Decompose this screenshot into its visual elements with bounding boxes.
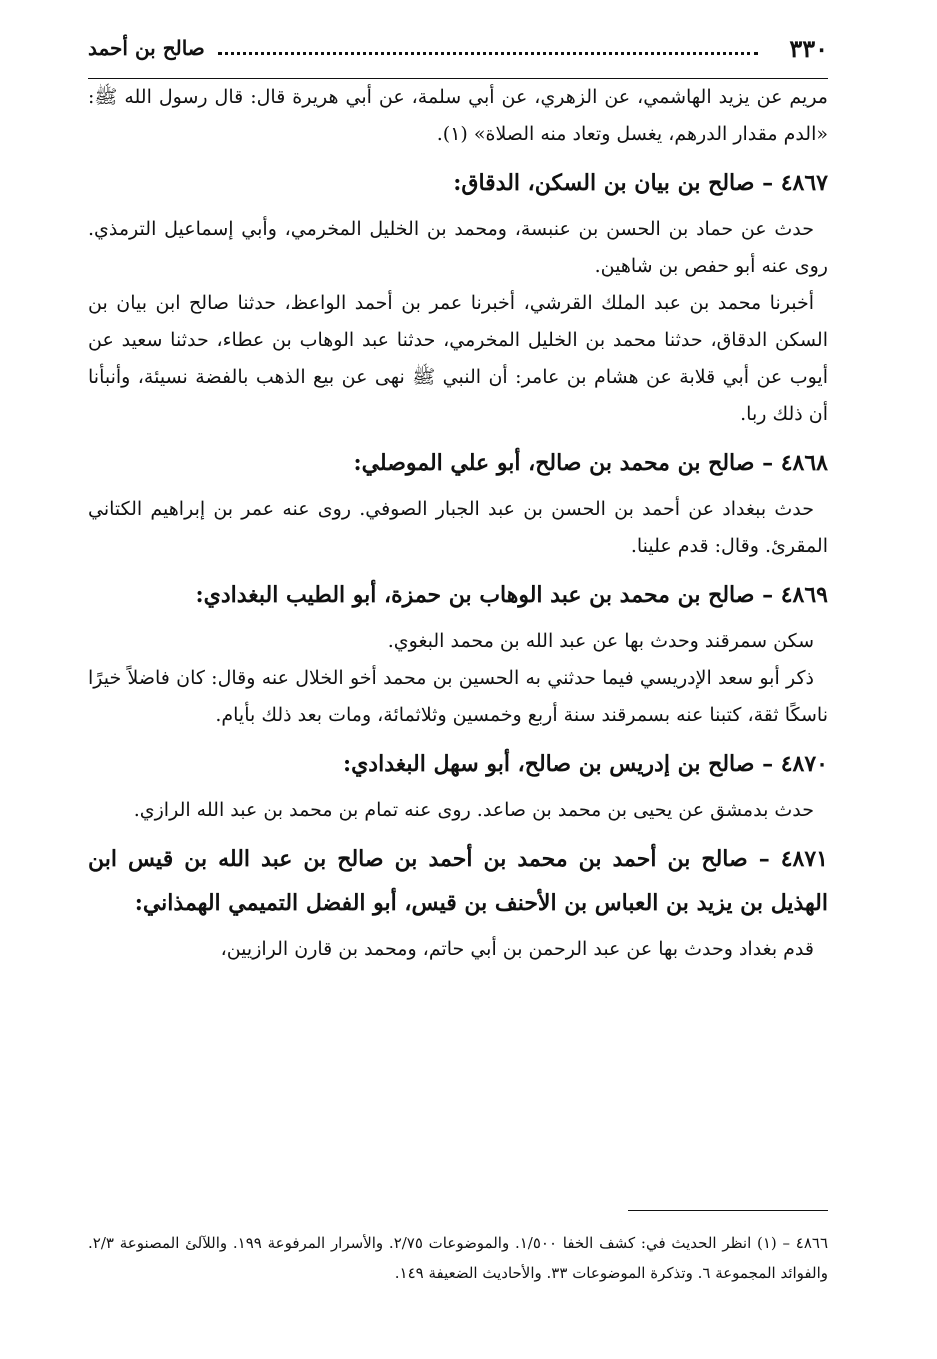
running-header	[88, 30, 828, 79]
entry-4867	[88, 161, 828, 433]
entry-heading: ٤٨٦٧ – صالح بن بيان بن السكن، الدقاق:	[453, 170, 828, 196]
footnote-separator	[628, 1210, 828, 1211]
entry-paragraph: سكن سمرقند وحدث بها عن عبد الله بن محمد البغوي.	[387, 630, 814, 652]
entry-paragraph: أخبرنا محمد بن عبد الملك القرشي، أخبرنا عمر بن أحمد الواعظ، حدثنا صالح ابن بيان بن السكن الدقاق، حدثنا محمد بن الخليل المخرمي، حدثنا عبد الوهاب بن عطاء، حدثنا سعيد عن أيوب عن أبي قلابة عن هشام بن عامر: أن النبي ﷺ نهى عن بيع الذهب بالفضة نسيئة، وأنبأنا أن ذلك ربا.	[88, 292, 828, 425]
entry-heading: ٤٨٧١ – صالح بن أحمد بن محمد بن أحمد بن صالح بن عبد الله بن قيس ابن الهذيل بن يزيد بن العباس بن الأحنف بن قيس، أبو الفضل التميمي الهمذاني:	[88, 846, 828, 916]
entry-paragraph: حدث بدمشق عن يحيى بن محمد بن صاعد. روى عنه تمام بن محمد بن عبد الله الرازي.	[133, 799, 814, 821]
footnotes: ٤٨٦٦ – (١) انظر الحديث في: كشف الخفا ١/٥٠٠. والموضوعات ٢/٧٥. والأسرار المرفوعة ١٩٩. واللآلئ المصنوعة ٢/٣. والفوائد المجموعة ٦. وتذكرة الموضوعات ٣٣. والأحاديث الضعيفة ١٤٩.	[88, 1234, 829, 1282]
entry-heading: ٤٨٦٨ – صالح بن محمد بن صالح، أبو علي الموصلي:	[353, 450, 828, 476]
entry-heading: ٤٨٧٠ – صالح بن إدريس بن صالح، أبو سهل البغدادي:	[342, 751, 828, 777]
running-header-title: صالح بن أحمد	[88, 36, 205, 60]
page-number: ٣٣٠	[789, 34, 828, 63]
continuation-block	[88, 79, 828, 153]
entry-paragraph: قدم بغداد وحدث بها عن عبد الرحمن بن أبي حاتم، ومحمد بن قارن الرازيين،	[220, 938, 814, 960]
entry-heading: ٤٨٦٩ – صالح بن محمد بن عبد الوهاب بن حمزة، أبو الطيب البغدادي:	[195, 582, 828, 608]
continuation-paragraph: مريم عن يزيد الهاشمي، عن الزهري، عن أبي سلمة، عن أبي هريرة قال: قال رسول الله ﷺ: «الدم مقدار الدرهم، يغسل وتعاد منه الصلاة» (١).	[88, 86, 828, 145]
entry-paragraph: حدث عن حماد بن الحسن بن عنبسة، ومحمد بن الخليل المخرمي، وأبي إسماعيل الترمذي. روى عنه أبو حفص بن شاهين.	[88, 218, 828, 277]
entry-4868	[88, 441, 828, 565]
book-page	[88, 30, 828, 1330]
entry-4869	[88, 573, 828, 734]
entry-4870	[88, 742, 828, 829]
entry-paragraph: حدث ببغداد عن أحمد بن الحسن بن عبد الجبار الصوفي. روى عنه عمر بن إبراهيم الكتاني المقرئ. وقال: قدم علينا.	[88, 498, 828, 557]
entry-paragraph: ذكر أبو سعد الإدريسي فيما حدثني به الحسين بن محمد أخو الخلال عنه وقال: كان فاضلاً خيرًا ناسكًا ثقة، كتبنا عنه بسمرقند سنة أربع وخمسين وثلاثمائة، ومات بعد ذلك بأيام.	[88, 667, 828, 726]
entry-4871	[88, 837, 828, 968]
header-dotted-leader	[218, 52, 758, 55]
page-content	[88, 79, 828, 968]
